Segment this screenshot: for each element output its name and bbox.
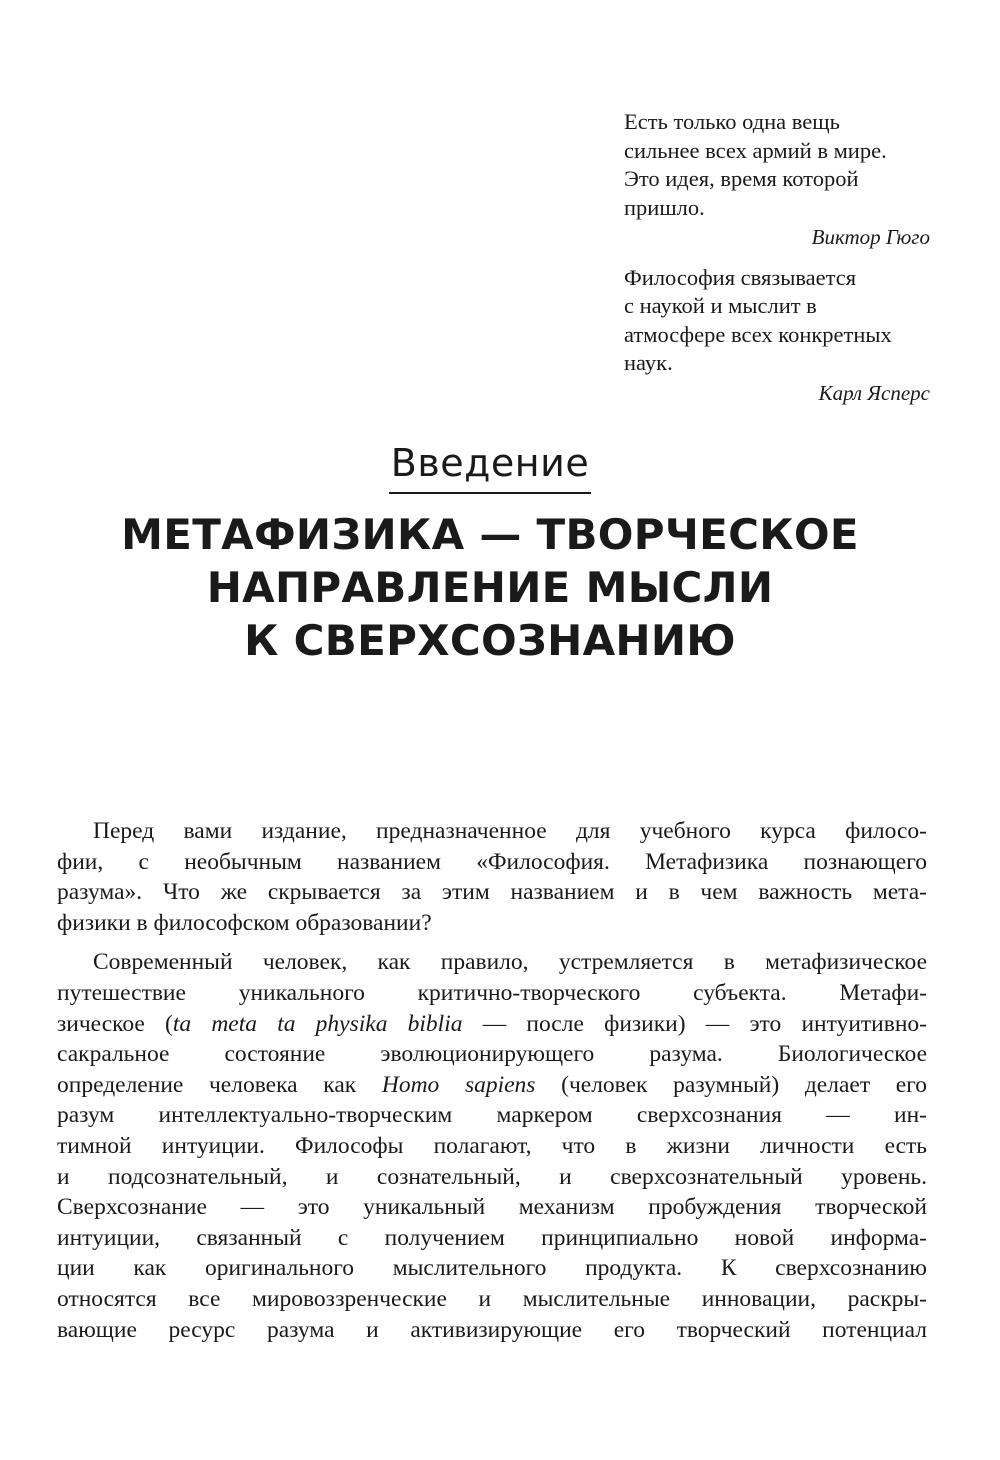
epigraph-author: Виктор Гюго [811, 225, 930, 249]
epigraph-line: Это идея, время которой [624, 166, 859, 191]
text-line: разум интеллектуально-творческим маркером сверхсознания — ин- [57, 1102, 927, 1129]
text-line: Сверхсознание — это уникальный механизм пробуждения творческой [57, 1194, 927, 1221]
text-line: Современный человек, как правило, устремляется в метафизическое [93, 949, 927, 976]
text-fragment: определение человека как [57, 1071, 382, 1098]
text-line [57, 1070, 927, 1101]
latin-phrase: ta meta ta physika biblia [172, 1010, 463, 1037]
paragraph [57, 816, 927, 938]
text-line: физики в философском образовании? [57, 909, 432, 936]
chapter-label [0, 438, 980, 494]
text-line: разума». Что же скрывается за этим названием и в чем важность мета- [57, 879, 927, 906]
text-fragment: — после физики) — это интуитивно- [462, 1010, 927, 1037]
paragraph [57, 947, 927, 1345]
text-line: сакральное состояние эволюционирующего разума. Биологическое [57, 1041, 927, 1068]
epigraph-line: сильнее всех армий в мире. [624, 137, 887, 163]
epigraph-line: Философия связывается [624, 264, 857, 290]
body-text [57, 816, 927, 1345]
epigraphs [624, 108, 930, 407]
text-line: путешествие уникального критично-творческого субъекта. Метафи- [57, 979, 927, 1006]
chapter-title-line: МЕТАФИЗИКА — ТВОРЧЕСКОЕ [121, 510, 859, 559]
epigraph-line: атмосфере всех конкретных [624, 321, 892, 347]
chapter-label-text: Введение [389, 438, 591, 494]
epigraph-jaspers [624, 264, 930, 408]
text-fragment: зическое ( [57, 1010, 173, 1037]
epigraph-line: наук. [624, 350, 673, 375]
text-line: ции как оригинального мыслительного продукта. К сверхсознанию [57, 1255, 927, 1282]
text-line: вающие ресурс разума и активизирующие его творческий потенциал [57, 1316, 927, 1343]
text-line: и подсознательный, и сознательный, и сверхсознательный уровень. [57, 1163, 927, 1190]
epigraph-line: Есть только одна вещь [624, 109, 840, 134]
chapter-title-line: НАПРАВЛЕНИЕ МЫСЛИ [206, 563, 774, 612]
text-fragment: (человек разумный) делает его [535, 1071, 927, 1098]
epigraph-line: с наукой и мыслит в [624, 293, 817, 318]
epigraph-line: пришло. [624, 194, 705, 220]
text-line: Перед вами издание, предназначенное для учебного курса филосо- [93, 818, 927, 844]
chapter-title-line: К СВЕРХСОЗНАНИЮ [244, 616, 736, 665]
epigraph-author: Карл Ясперс [818, 380, 930, 405]
text-line: тимной интуиции. Философы полагают, что в жизни личности есть [57, 1132, 927, 1159]
text-line: относятся все мировоззренческие и мыслительные инновации, раскры- [57, 1285, 927, 1312]
text-line: интуиции, связанный с получением принципиально новой информа- [57, 1224, 927, 1251]
text-line [57, 1009, 927, 1040]
chapter-title [60, 508, 920, 667]
epigraph-hugo [624, 108, 930, 252]
text-line: фии, с необычным названием «Философия. Метафизика познающего [57, 848, 927, 875]
latin-phrase: Homo sapiens [381, 1071, 536, 1098]
